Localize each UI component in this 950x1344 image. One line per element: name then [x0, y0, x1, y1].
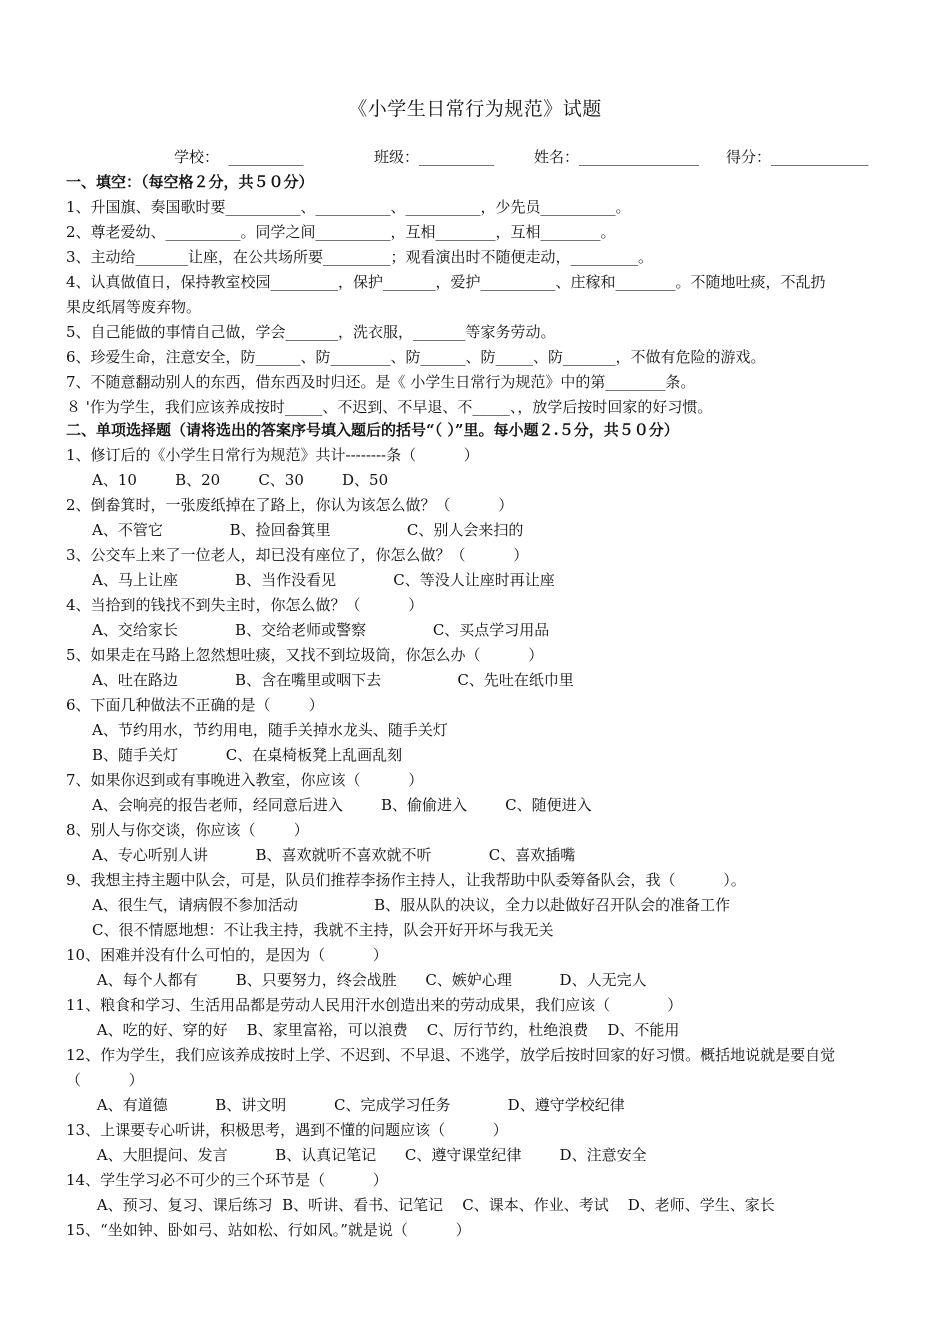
- question-line: 10、困难并没有什么可怕的，是因为（ ）: [66, 946, 388, 964]
- choice-options: A、专心听别人讲 B、喜欢就听不喜欢就不听 C、喜欢插嘴: [92, 846, 576, 864]
- question-line: 1、修订后的《小学生日常行为规范》共计--------条（ ）: [66, 446, 479, 464]
- question-line: 14、学生学习必不可少的三个环节是（ ）: [66, 1171, 388, 1189]
- choice-options: A、节约用水，节约用电，随手关掉水龙头、随手关灯: [92, 721, 448, 739]
- choice-options: C、很不情愿地想：不让我主持，我就不主持，队会开好开坏与我无关: [92, 921, 554, 939]
- question-line: 4、当拾到的钱找不到失主时，你怎么做？（ ）: [66, 596, 424, 614]
- question-line: 12、作为学生，我们应该养成按时上学、不迟到、不早退、不逃学，放学后按时回家的好习惯。概括地说就是要自觉: [66, 1046, 836, 1064]
- choice-options: A、大胆提问、发言 B、认真记笔记 C、遵守课堂纪律 D、注意安全: [92, 1146, 647, 1164]
- question-line: 11、粮食和学习、生活用品都是劳动人民用汗水创造出来的劳动成果，我们应该（ ）: [66, 996, 683, 1014]
- question-line: 2、倒畚箕时，一张废纸掉在了路上，你认为该怎么做？（ ）: [66, 496, 514, 514]
- choice-options: A、预习、复习、课后练习 B、听讲、看书、记笔记 C、课本、作业、考试 D、老师、学生、家长: [92, 1196, 775, 1214]
- question-line: 7、如果你迟到或有事晚进入教室，你应该（ ）: [66, 771, 424, 789]
- choice-options: B、随手关灯 C、在桌椅板凳上乱画乱刻: [92, 746, 403, 764]
- class-field: 班级：__________: [374, 148, 495, 166]
- score-field: 得分：_____________: [726, 148, 869, 166]
- choice-options: A、马上让座 B、当作没看见 C、等没人让座时再让座: [92, 571, 555, 589]
- section-1-heading: 一、填空：（每空格２分，共５０分）: [66, 173, 314, 191]
- choice-options: A、吐在路边 B、含在嘴里或咽下去 C、先吐在纸巾里: [92, 671, 574, 689]
- choice-options: A、每个人都有 B、只要努力，终会战胜 C、嫉妒心理 D、人无完人: [92, 971, 647, 989]
- fill-blank-line: 1、升国旗、奏国歌时要__________、__________、__________，少先员__________。: [66, 198, 631, 216]
- question-line: 13、上课要专心听讲，积极思考，遇到不懂的问题应该（ ）: [66, 1121, 508, 1139]
- choice-options: A、10 B、20 C、30 D、50: [92, 471, 389, 489]
- fill-blank-line: 果皮纸屑等废弃物。: [66, 298, 202, 316]
- fill-blank-line: 4、认真做值日，保持教室校园_________，保护_______，爱护__________、庄稼和________。不随地吐痰，不乱扔: [66, 273, 826, 291]
- fill-blank-line: 5、自己能做的事情自己做，学会_______，洗衣服，_______等家务劳动。: [66, 323, 556, 341]
- question-line: 3、公交车上来了一位老人，却已没有座位了，你怎么做？（ ）: [66, 546, 529, 564]
- fill-blank-line: 7、不随意翻动别人的东西，借东西及时归还。是《 小学生日常行为规范》中的第________条。: [66, 373, 696, 391]
- question-line: 9、我想主持主题中队会，可是，队员们推荐李扬作主持人，让我帮助中队委筹备队会，我（ ）。: [66, 871, 746, 889]
- name-field: 姓名：________________: [534, 148, 700, 166]
- choice-options: A、不管它 B、捡回畚箕里 C、别人会来扫的: [92, 521, 524, 539]
- question-line: 15、“坐如钟、卧如弓、站如松、行如风。”就是说（ ）: [66, 1221, 471, 1239]
- fill-blank-line: 2、尊老爱幼、__________。同学之间__________，互相________，互相________。: [66, 223, 616, 241]
- page-title: 《小学生日常行为规范》试题: [348, 98, 602, 120]
- choice-options: A、会响亮的报告老师，经同意后进入 B、偷偷进入 C、随便进入: [92, 796, 592, 814]
- section-2-heading: 二、单项选择题（请将选出的答案序号填入题后的括号“（ ）”里。每小题２.５分，共５０分）: [66, 421, 679, 439]
- school-field: 学校： __________: [174, 148, 304, 166]
- question-line: 8、别人与你交谈，你应该（ ）: [66, 821, 309, 839]
- question-line: （ ）: [66, 1071, 144, 1089]
- choice-options: A、交给家长 B、交给老师或警察 C、买点学习用品: [92, 621, 550, 639]
- choice-options: A、有道德 B、讲文明 C、完成学习任务 D、遵守学校纪律: [92, 1096, 625, 1114]
- fill-blank-line: 3、主动给_______让座，在公共场所要_________；观看演出时不随便走动，_________。: [66, 248, 654, 266]
- choice-options: A、吃的好、穿的好 B、家里富裕，可以浪费 C、厉行节约，杜绝浪费 D、不能用: [92, 1021, 680, 1039]
- choice-options: A、很生气，请病假不参加活动 B、服从队的决议，全力以赴做好召开队会的准备工作: [92, 896, 731, 914]
- question-line: 5、如果走在马路上忽然想吐痰，又找不到垃圾筒，你怎么办（ ）: [66, 646, 544, 664]
- fill-blank-line: 6、珍爱生命，注意安全，防______、防________、防______、防_____、防_______，不做有危险的游戏。: [66, 348, 766, 366]
- question-line: 6、下面几种做法不正确的是（ ）: [66, 696, 324, 714]
- fill-blank-line: ８ '作为学生，我们应该养成按时_____、不迟到、不早退、不_____、，放学后按时回家的好习惯。: [66, 398, 713, 416]
